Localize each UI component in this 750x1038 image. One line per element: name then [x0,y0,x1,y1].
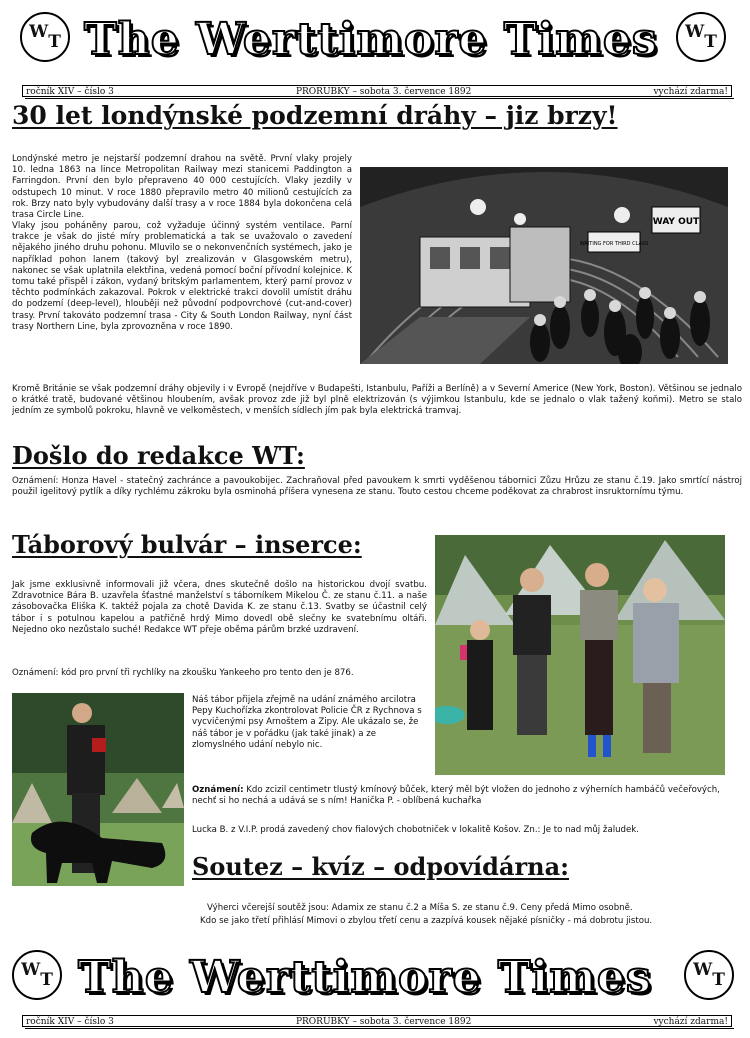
logo-t: T [48,32,61,52]
logo [12,950,62,1000]
police-dog-photo [12,693,184,886]
logo [676,12,726,62]
waiting-sign: WAITING FOR THIRD CLASS [579,241,649,247]
metro-illustration [360,167,728,364]
headline-bulvar: Táborový bulvár – inserce: [12,530,362,559]
wedding-article: Jak jsme exklusivně informovali již včera, dnes skutečně došlo na historickou dvojí svatbu. Zdravotnice Bára B. uzavřela šťastné manželství s táborníkem Mikelou Č. ze stanu č.11. a naše zásobovačka Eliška K. taktéž pojala za chotě Davida K. ze stanu č.13. Svatby se účastnil celý tábor i s potulnou kapelou a patřičně hrdý Mimo dovedl obě slečny ke svatebnímu oltáři. Nejedno oko nezůstalo suché! Redakce WT přeje oběma párům brzké uzdravení. [12,580,427,635]
issue-bar [22,85,732,97]
logo-w: W [21,960,41,980]
issue-price: vychází zdarma! [653,87,728,97]
logo [20,12,70,62]
issue-date: PRORUBKY – sobota 3. července 1892 [295,87,472,97]
issue-bar-bottom [22,1015,732,1027]
issue-price: vychází zdarma! [653,1017,728,1027]
headline-redakce: Došlo do redakce WT: [12,441,305,470]
metro-paragraph-1: Londýnské metro je nejstarší podzemní drahou na světě. První vlaky projely 10. ledna 1863 na lince Metropolitan Railway mezi stanicemi Paddington a Farringdon. První den bylo přepraveno 40 000 cestujících. Vlaky jezdily v odstupech 10 minut. V roce 1880 přepravilo metro 40 milionů cestujících za rok. Brzy nato byly vybudovány další trasy a v roce 1884 byla dokončena celá trasa Circle Line. [12,154,352,221]
logo-w: W [685,22,705,42]
masthead-title: The Werttimore Times [84,14,658,65]
masthead-title-bottom: The Werttimore Times [78,952,652,1003]
announcement-spider: Oznámení: Honza Havel - statečný zachránce a pavoukobijec. Zachraňoval před pavoukem k smrti vyděšenou tábornici Zůzu Hrůzu ze stanu č.19. Jako smrtící nástroj použil igelitový pytlík a díky rychlému zákroku byla osminohá příšera vynesena ze stanu. Touto cestou chceme poděkovat za chrabrost insruktornímu týmu. [12,476,742,498]
logo [684,950,734,1000]
winners-text: Výherci včerejší soutěž jsou: Adamix ze stanu č.2 a Míša S. ze stanu č.9. Ceny předá Mimo osobně. [207,903,633,913]
logo-t: T [712,970,725,990]
metro-paragraph-3: Kromě Británie se však podzemní dráhy objevily i v Evropě (nejdříve v Budapešti, Istanbulu, Paříži a Berlíně) a v Severní Americe (New York, Boston). Většinou se jednalo o krátké tratě, budované většinou hloubením, avšak provoz zde již byl plně elektrizován (s výjimkou Istanbulu, kde se jednalo o vlak tažený koňmi). Metro se stalo jedním ze symbolů pokroku, hlavně ve velkoměstech, v menších sídlech jím pak byla elektrická tramvaj. [12,384,742,417]
logo-w: W [693,960,713,980]
octopus-announcement: Lucka B. z V.I.P. prodá zavedený chov fialových chobotniček v lokalitě Košov. Zn.: Je to nad můj žaludek. [192,825,639,835]
logo-w: W [29,22,49,42]
headline-metro: 30 let londýnské podzemní dráhy – jiz brzy! [12,101,618,130]
cake-text: Kdo zcizil centimetr tlustý kmínový bůček, který měl být vložen do jednoho z výherních hambáčů večeřových, nechť si ho nechá a udává se s ním! Hanička P. - oblíbená kuchařka [192,785,720,807]
issue-number: ročník XIV – číslo 3 [26,1017,114,1027]
cake-announcement [192,785,732,807]
police-article: Náš tábor přijela zřejmě na udání známého arcilotra Pepy Kuchořízka zkontrolovat Policie ČR z Rychnova s vycvičenými psy Arnoštem a Zipy. Ale ukázalo se, že náš tábor je v pořádku (jak také jinak) a ze zlomyslného udání nebylo nic. [192,695,422,750]
issue-number: ročník XIV – číslo 3 [26,87,114,97]
logo-t: T [40,970,53,990]
logo-t: T [704,32,717,52]
issue-date: PRORUBKY – sobota 3. července 1892 [295,1017,472,1027]
code-announcement: Oznámení: kód pro první tři rychlíky na zkoušku Yankeeho pro tento den je 876. [12,668,354,678]
way-out-sign: WAY OUT [652,217,700,227]
cake-label: Oznámení: [192,785,244,795]
third-prize-text: Kdo se jako třetí přihlásí Mimovi o zbylou třetí cenu a zazpívá kousek nějaké písničky - má dobrotu jistou. [200,916,653,926]
metro-paragraph-2: Vlaky jsou poháněny parou, což vyžaduje účinný systém ventilace. Parní trakce je však do jisté míry problematická a tak se uvažovalo o zavedení nějakého jiného druhu pohonu. Mluvilo se o nekonvenčních systémech, jako je například pohon lanem (takový byl zrealizován v Glasgowském metru), nakonec se však uplatnila elektřina, vedená pomocí boční přívodní kolejnice. K tomu také přispěl i zákon, vydaný britským parlamentem, který parní provoz v těchto podmínkách zakazoval. Pokrok v elektrické trakci dovolil umístit dráhu do podzemí (deep-level), hlouběji než původní podpovrchové (cut-and-cover) trasy. První takováto podzemní trasa - City & South London Railway, nyní část trasy Northern Line, byla zprovozněna v roce 1890. [12,221,352,332]
campers-photo [435,535,725,775]
headline-soutez: Soutez – kvíz – odpovídárna: [192,852,569,881]
